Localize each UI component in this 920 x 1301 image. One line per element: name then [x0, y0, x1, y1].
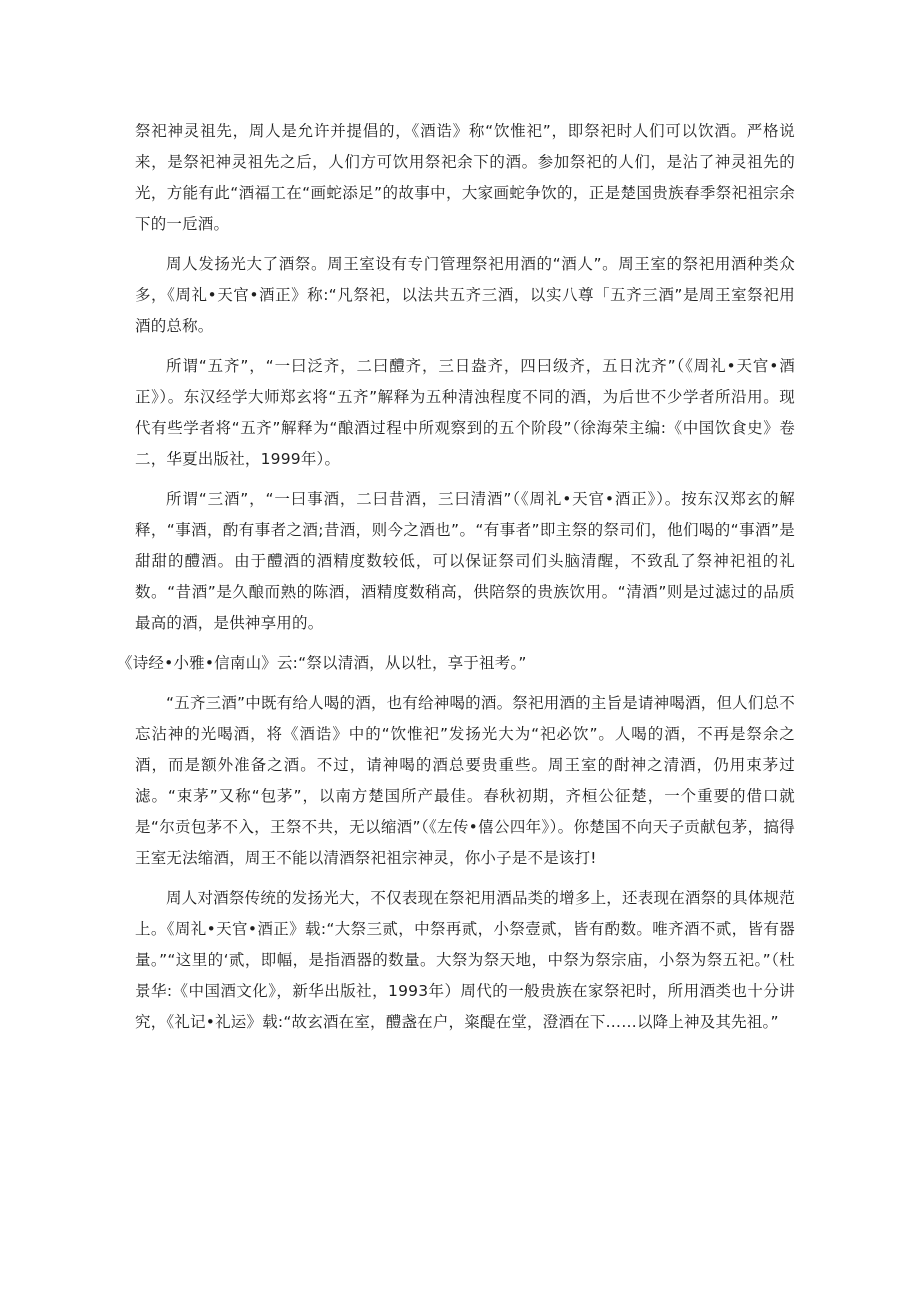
paragraph-2: 周人发扬光大了酒祭。周王室设有专门管理祭祀用酒的“酒人”。周王室的祭祀用酒种类众多，《周礼•天官•酒正》称:“凡祭祀，以法共五齐三酒，以实八尊「五齐三酒”是周王室祭祀用酒的总称。	[135, 255, 795, 335]
paragraph-7: 周人对酒祭传统的发扬光大，不仅表现在祭祀用酒品类的增多上，还表现在酒祭的具体规范上。《周礼•天官•酒正》载:“大祭三贰，中祭再贰，小祭壹贰，皆有酌数。唯齐酒不贰，皆有器量。”“这里的‘贰，即幅，是指酒器的数量。大祭为祭天地，中祭为祭宗庙，小祭为祭五祀。”（杜景华:《中国酒文化》，新华出版社，1993年）周代的一般贵族在家祭祀时，所用酒类也十分讲究，《礼记•礼运》载:“故玄酒在室，醴盏在户，粢醍在堂，澄酒在下……以降上神及其先祖。”	[135, 889, 795, 1031]
paragraph-5-quote: 《诗经•小雅•信南山》云:“祭以清酒，从以牡，享于祖考。”	[117, 654, 527, 672]
paragraph-6: “五齐三酒”中既有给人喝的酒，也有给神喝的酒。祭祀用酒的主旨是请神喝酒，但人们总不忘沾神的光喝酒，将《酒诰》中的“饮惟祀”发扬光大为“祀必饮”。人喝的酒，不再是祭余之酒，而是额外准备之酒。不过，请神喝的酒总要贵重些。周王室的酎神之清酒，仍用束茅过滤。“束茅”又称“包茅”，以南方楚国所产最佳。春秋初期，齐桓公征楚，一个重要的借口就是“尔贡包茅不入，王祭不共，无以缩酒”（《左传•僖公四年》）。你楚国不向天子贡献包茅，搞得王室无法缩酒，周王不能以清酒祭祀祖宗神灵，你小子是不是该打!	[135, 694, 795, 867]
document-body	[117, 116, 795, 1047]
paragraph-4: 所谓“三酒”，“一曰事酒，二曰昔酒，三曰清酒”（《周礼•天官•酒正》）。按东汉郑玄的解释，“事酒，酌有事者之酒;昔酒，则今之酒也”。“有事者”即主祭的祭司们，他们喝的“事酒”是甜甜的醴酒。由于醴酒的酒精度数较低，可以保证祭司们头脑清醒，不致乱了祭神祀祖的礼数。“昔酒”是久酿而熟的陈酒，酒精度数稍高，供陪祭的贵族饮用。“清酒”则是过滤过的品质最高的酒，是供神享用的。	[135, 490, 795, 632]
paragraph-3: 所谓“五齐”，“一曰泛齐，二曰醴齐，三日盎齐，四曰级齐，五日沈齐”（《周礼•天官•酒正》）。东汉经学大师郑玄将“五齐”解释为五种清浊程度不同的酒，为后世不少学者所沿用。现代有些学者将“五齐”解释为“酿酒过程中所观察到的五个阶段”（徐海荣主编:《中国饮食史》卷二，华夏出版社，1999年）。	[135, 357, 795, 468]
paragraph-1: 祭祀神灵祖先，周人是允许并提倡的，《酒诰》称“饮惟祀”，即祭祀时人们可以饮酒。严格说来，是祭祀神灵祖先之后，人们方可饮用祭祀余下的酒。参加祭祀的人们，是沾了神灵祖先的光，方能有此“酒福工在“画蛇添足”的故事中，大家画蛇争饮的，正是楚国贵族春季祭祀祖宗余下的一卮酒。	[135, 122, 795, 233]
